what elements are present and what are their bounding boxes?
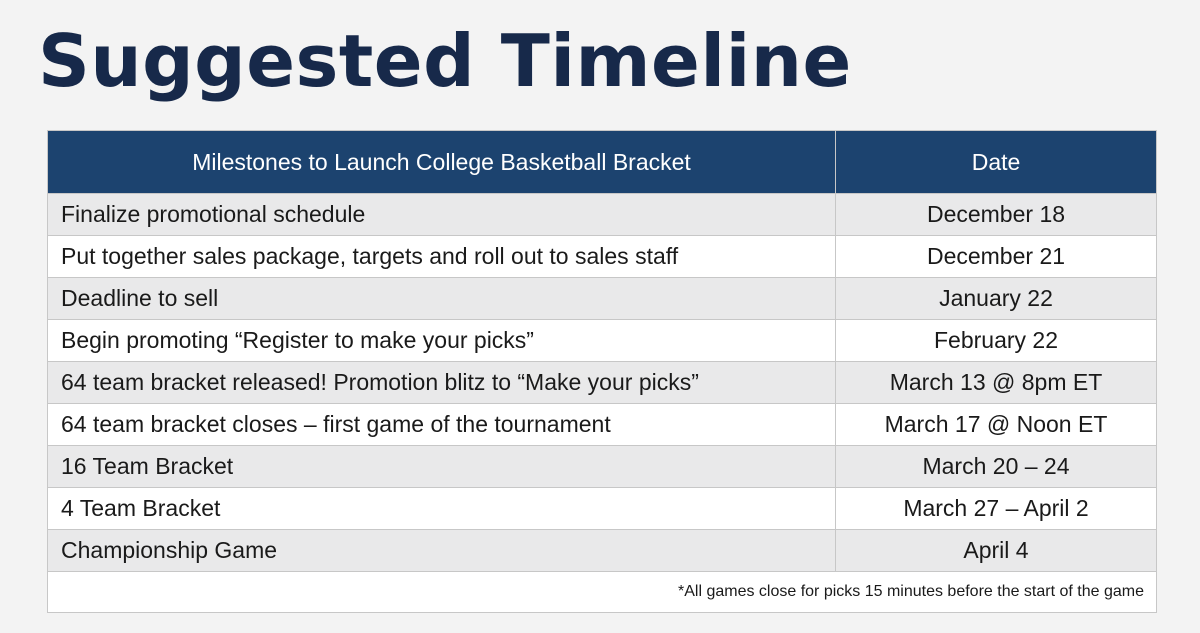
- table-row: [48, 236, 1157, 278]
- milestones-column-header: Milestones to Launch College Basketball Bracket: [48, 131, 836, 194]
- footnote: *All games close for picks 15 minutes before the start of the game: [48, 572, 1157, 613]
- milestone-cell: Finalize promotional schedule: [48, 194, 836, 236]
- date-cell: January 22: [836, 278, 1157, 320]
- milestone-cell: 64 team bracket released! Promotion blitz to “Make your picks”: [48, 362, 836, 404]
- table-header-row: [48, 131, 1157, 194]
- milestone-cell: 16 Team Bracket: [48, 446, 836, 488]
- date-cell: March 17 @ Noon ET: [836, 404, 1157, 446]
- table-row: [48, 488, 1157, 530]
- milestone-cell: Put together sales package, targets and roll out to sales staff: [48, 236, 836, 278]
- table-row: [48, 362, 1157, 404]
- milestone-cell: 4 Team Bracket: [48, 488, 836, 530]
- date-cell: March 13 @ 8pm ET: [836, 362, 1157, 404]
- page-title: Suggested Timeline: [38, 19, 852, 103]
- milestone-cell: Deadline to sell: [48, 278, 836, 320]
- footnote-row: [48, 572, 1157, 613]
- table-row: [48, 320, 1157, 362]
- table-row: [48, 278, 1157, 320]
- date-cell: December 21: [836, 236, 1157, 278]
- table-row: [48, 404, 1157, 446]
- date-cell: December 18: [836, 194, 1157, 236]
- date-cell: April 4: [836, 530, 1157, 572]
- date-cell: March 27 – April 2: [836, 488, 1157, 530]
- milestone-cell: Championship Game: [48, 530, 836, 572]
- milestone-cell: Begin promoting “Register to make your picks”: [48, 320, 836, 362]
- table-row: [48, 194, 1157, 236]
- table-row: [48, 446, 1157, 488]
- milestone-cell: 64 team bracket closes – first game of the tournament: [48, 404, 836, 446]
- date-cell: February 22: [836, 320, 1157, 362]
- timeline-table: [47, 130, 1157, 613]
- date-column-header: Date: [836, 131, 1157, 194]
- date-cell: March 20 – 24: [836, 446, 1157, 488]
- table-row: [48, 530, 1157, 572]
